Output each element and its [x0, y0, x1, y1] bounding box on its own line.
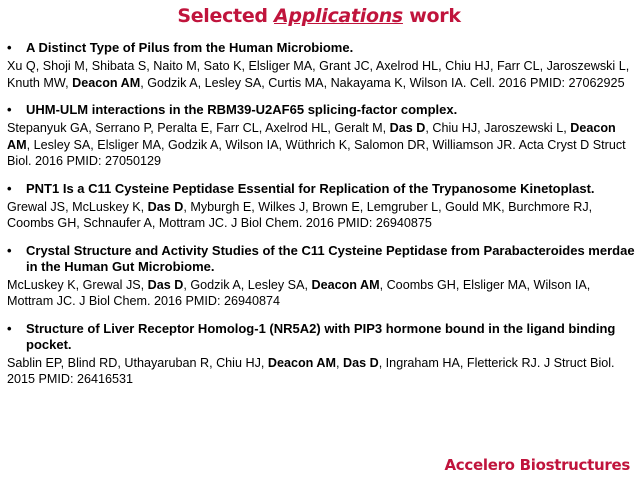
citation-text: Stepanyuk GA, Serrano P, Peralta E, Farr CL, Axelrod HL, Geralt M, [7, 121, 390, 135]
publication-title [7, 40, 635, 56]
publication-item [7, 102, 635, 170]
bullet-icon: • [7, 40, 12, 55]
author-highlight: Deacon AM [267, 355, 336, 370]
publication-title [7, 243, 635, 275]
publication-title-text: UHM-ULM interactions in the RBM39-U2AF65 splicing-factor complex. [26, 102, 458, 117]
publication-title-text: A Distinct Type of Pilus from the Human Microbiome. [26, 40, 354, 55]
title-emphasis: Applications [274, 5, 403, 27]
author-highlight: Das D [147, 199, 184, 214]
publication-citation [7, 277, 635, 310]
author-highlight: Deacon AM [7, 121, 616, 152]
author-highlight: Deacon AM [311, 277, 380, 292]
citation-text: , Lesley SA, Elsliger MA, Godzik A, Wilson IA, Wüthrich K, Salomon DR, Williamson JR. Acta Cryst D Struct Biol. 2016 PMID: 27050129 [7, 137, 626, 168]
citation-text: McLuskey K, Grewal JS, [7, 277, 148, 292]
title-text-end: work [402, 5, 461, 27]
publication-item [7, 40, 635, 91]
brand-logo-text: Accelero Biostructures [444, 456, 630, 474]
publication-title-text: PNT1 Is a C11 Cysteine Peptidase Essential for Replication of the Trypanosome Kinetoplast. [26, 180, 595, 196]
publication-item [7, 181, 635, 232]
publication-title [7, 321, 635, 353]
publication-title [7, 181, 635, 197]
citation-text: Sablin EP, Blind RD, Uthayaruban R, Chiu HJ, [7, 355, 268, 370]
author-highlight: Das D [342, 355, 379, 370]
bullet-icon: • [7, 320, 12, 336]
citation-text: , Coombs GH, Elsliger MA, Wilson IA, Mottram JC. J Biol Chem. 2016 PMID: 26940874 [7, 277, 591, 308]
publication-title [7, 102, 635, 118]
publication-citation [7, 199, 635, 232]
author-highlight: Deacon AM [72, 75, 141, 90]
bullet-icon: • [7, 102, 12, 117]
publication-citation [7, 120, 635, 170]
title-text: Selected [177, 5, 275, 27]
author-highlight: Das D [147, 277, 184, 292]
publication-citation [7, 58, 635, 91]
publication-title-text: Structure of Liver Receptor Homolog-1 (NR5A2) with PIP3 hormone bound in the ligand binding pocket. [26, 320, 616, 352]
citation-text: Xu Q, Shoji M, Shibata S, Naito M, Sato K, Elsliger MA, Grant JC, Axelrod HL, Chiu HJ, Farr CL, Jaroszewski L, Knuth MW, [7, 59, 630, 90]
publication-title-text: Crystal Structure and Activity Studies of the C11 Cysteine Peptidase from Parabacteroides merdae in the Human Gut Microbiome. [26, 242, 635, 274]
citation-text: , Godzik A, Lesley SA, Curtis MA, Nakayama K, Wilson IA. Cell. 2016 PMID: 27062925 [140, 75, 625, 90]
citation-text: , Chiu HJ, Jaroszewski L, [425, 121, 571, 135]
citation-text: Grewal JS, McLuskey K, [7, 199, 148, 214]
citation-text: , Ingraham HA, Fletterick RJ. J Struct Biol. 2015 PMID: 26416531 [7, 355, 615, 386]
bullet-icon: • [7, 180, 12, 196]
author-highlight: Das D [389, 121, 426, 135]
publication-item [7, 321, 635, 388]
citation-text: , Myburgh E, Wilkes J, Brown E, Lemgruber L, Gould MK, Burchmore RJ, Coombs GH, Schnaufer A, Mottram JC. J Biol Chem. 2016 PMID: 26940875 [7, 199, 593, 230]
citation-text: , [335, 355, 343, 370]
citation-text: , Godzik A, Lesley SA, [183, 277, 312, 292]
publication-citation [7, 355, 635, 388]
bullet-icon: • [7, 242, 12, 258]
publication-list [7, 40, 635, 399]
page-title [0, 5, 638, 27]
publication-item [7, 243, 635, 310]
